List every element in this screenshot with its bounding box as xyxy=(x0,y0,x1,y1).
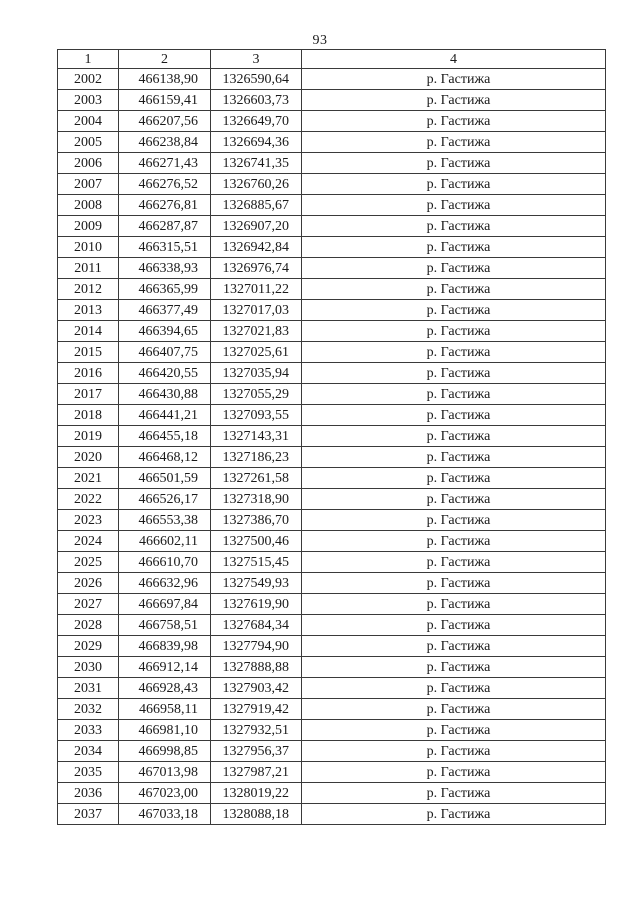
table-row xyxy=(58,69,606,90)
table-row xyxy=(58,153,606,174)
point-number-cell: 2019 xyxy=(58,426,119,447)
table-row xyxy=(58,510,606,531)
y-coordinate-cell: 1327143,31 xyxy=(211,426,302,447)
object-name-cell: р. Гастижа xyxy=(302,258,606,279)
object-name-cell: р. Гастижа xyxy=(302,153,606,174)
y-coordinate-cell: 1326760,26 xyxy=(211,174,302,195)
column-header-1: 1 xyxy=(58,50,119,69)
point-number-cell: 2006 xyxy=(58,153,119,174)
y-coordinate-cell: 1327684,34 xyxy=(211,615,302,636)
x-coordinate-cell: 466632,96 xyxy=(119,573,211,594)
table-header xyxy=(58,50,606,69)
object-name-cell: р. Гастижа xyxy=(302,762,606,783)
object-name-cell: р. Гастижа xyxy=(302,363,606,384)
x-coordinate-cell: 466526,17 xyxy=(119,489,211,510)
table-row xyxy=(58,405,606,426)
y-coordinate-cell: 1327549,93 xyxy=(211,573,302,594)
object-name-cell: р. Гастижа xyxy=(302,615,606,636)
point-number-cell: 2009 xyxy=(58,216,119,237)
table-row xyxy=(58,531,606,552)
x-coordinate-cell: 467023,00 xyxy=(119,783,211,804)
object-name-cell: р. Гастижа xyxy=(302,552,606,573)
column-header-4: 4 xyxy=(302,50,606,69)
x-coordinate-cell: 466501,59 xyxy=(119,468,211,489)
point-number-cell: 2007 xyxy=(58,174,119,195)
x-coordinate-cell: 466420,55 xyxy=(119,363,211,384)
point-number-cell: 2013 xyxy=(58,300,119,321)
y-coordinate-cell: 1327035,94 xyxy=(211,363,302,384)
point-number-cell: 2029 xyxy=(58,636,119,657)
point-number-cell: 2035 xyxy=(58,762,119,783)
y-coordinate-cell: 1327932,51 xyxy=(211,720,302,741)
point-number-cell: 2004 xyxy=(58,111,119,132)
x-coordinate-cell: 466839,98 xyxy=(119,636,211,657)
point-number-cell: 2032 xyxy=(58,699,119,720)
table-row xyxy=(58,657,606,678)
y-coordinate-cell: 1326694,36 xyxy=(211,132,302,153)
x-coordinate-cell: 466455,18 xyxy=(119,426,211,447)
y-coordinate-cell: 1327025,61 xyxy=(211,342,302,363)
object-name-cell: р. Гастижа xyxy=(302,531,606,552)
point-number-cell: 2010 xyxy=(58,237,119,258)
x-coordinate-cell: 466276,52 xyxy=(119,174,211,195)
object-name-cell: р. Гастижа xyxy=(302,90,606,111)
point-number-cell: 2025 xyxy=(58,552,119,573)
point-number-cell: 2016 xyxy=(58,363,119,384)
object-name-cell: р. Гастижа xyxy=(302,594,606,615)
table-row xyxy=(58,489,606,510)
table-row xyxy=(58,279,606,300)
y-coordinate-cell: 1327093,55 xyxy=(211,405,302,426)
object-name-cell: р. Гастижа xyxy=(302,342,606,363)
point-number-cell: 2024 xyxy=(58,531,119,552)
object-name-cell: р. Гастижа xyxy=(302,720,606,741)
x-coordinate-cell: 466377,49 xyxy=(119,300,211,321)
x-coordinate-cell: 466430,88 xyxy=(119,384,211,405)
table-row xyxy=(58,258,606,279)
x-coordinate-cell: 466365,99 xyxy=(119,279,211,300)
x-coordinate-cell: 466441,21 xyxy=(119,405,211,426)
y-coordinate-cell: 1326907,20 xyxy=(211,216,302,237)
x-coordinate-cell: 466238,84 xyxy=(119,132,211,153)
y-coordinate-cell: 1327261,58 xyxy=(211,468,302,489)
y-coordinate-cell: 1326976,74 xyxy=(211,258,302,279)
y-coordinate-cell: 1326741,35 xyxy=(211,153,302,174)
table-row xyxy=(58,216,606,237)
y-coordinate-cell: 1327956,37 xyxy=(211,741,302,762)
x-coordinate-cell: 466928,43 xyxy=(119,678,211,699)
object-name-cell: р. Гастижа xyxy=(302,783,606,804)
object-name-cell: р. Гастижа xyxy=(302,741,606,762)
object-name-cell: р. Гастижа xyxy=(302,447,606,468)
x-coordinate-cell: 466338,93 xyxy=(119,258,211,279)
object-name-cell: р. Гастижа xyxy=(302,510,606,531)
y-coordinate-cell: 1327186,23 xyxy=(211,447,302,468)
point-number-cell: 2020 xyxy=(58,447,119,468)
y-coordinate-cell: 1327515,45 xyxy=(211,552,302,573)
point-number-cell: 2021 xyxy=(58,468,119,489)
y-coordinate-cell: 1327021,83 xyxy=(211,321,302,342)
object-name-cell: р. Гастижа xyxy=(302,321,606,342)
table-row xyxy=(58,300,606,321)
object-name-cell: р. Гастижа xyxy=(302,489,606,510)
point-number-cell: 2012 xyxy=(58,279,119,300)
x-coordinate-cell: 466407,75 xyxy=(119,342,211,363)
header-row xyxy=(58,50,606,69)
table-row xyxy=(58,321,606,342)
point-number-cell: 2003 xyxy=(58,90,119,111)
object-name-cell: р. Гастижа xyxy=(302,132,606,153)
y-coordinate-cell: 1326603,73 xyxy=(211,90,302,111)
point-number-cell: 2033 xyxy=(58,720,119,741)
x-coordinate-cell: 466287,87 xyxy=(119,216,211,237)
table-row xyxy=(58,699,606,720)
y-coordinate-cell: 1327386,70 xyxy=(211,510,302,531)
table-row xyxy=(58,237,606,258)
y-coordinate-cell: 1326649,70 xyxy=(211,111,302,132)
object-name-cell: р. Гастижа xyxy=(302,405,606,426)
point-number-cell: 2036 xyxy=(58,783,119,804)
point-number-cell: 2031 xyxy=(58,678,119,699)
column-header-2: 2 xyxy=(119,50,211,69)
object-name-cell: р. Гастижа xyxy=(302,657,606,678)
point-number-cell: 2034 xyxy=(58,741,119,762)
y-coordinate-cell: 1327500,46 xyxy=(211,531,302,552)
object-name-cell: р. Гастижа xyxy=(302,174,606,195)
x-coordinate-cell: 466610,70 xyxy=(119,552,211,573)
y-coordinate-cell: 1326590,64 xyxy=(211,69,302,90)
y-coordinate-cell: 1327318,90 xyxy=(211,489,302,510)
x-coordinate-cell: 466276,81 xyxy=(119,195,211,216)
y-coordinate-cell: 1327011,22 xyxy=(211,279,302,300)
x-coordinate-cell: 466207,56 xyxy=(119,111,211,132)
x-coordinate-cell: 466394,65 xyxy=(119,321,211,342)
point-number-cell: 2026 xyxy=(58,573,119,594)
table-row xyxy=(58,762,606,783)
point-number-cell: 2027 xyxy=(58,594,119,615)
table-row xyxy=(58,426,606,447)
table-row xyxy=(58,90,606,111)
point-number-cell: 2005 xyxy=(58,132,119,153)
table-row xyxy=(58,804,606,825)
object-name-cell: р. Гастижа xyxy=(302,384,606,405)
point-number-cell: 2011 xyxy=(58,258,119,279)
table-row xyxy=(58,132,606,153)
table-row xyxy=(58,384,606,405)
table-row xyxy=(58,741,606,762)
y-coordinate-cell: 1327619,90 xyxy=(211,594,302,615)
table-row xyxy=(58,573,606,594)
table-row xyxy=(58,342,606,363)
x-coordinate-cell: 466138,90 xyxy=(119,69,211,90)
object-name-cell: р. Гастижа xyxy=(302,636,606,657)
x-coordinate-cell: 466981,10 xyxy=(119,720,211,741)
y-coordinate-cell: 1326942,84 xyxy=(211,237,302,258)
object-name-cell: р. Гастижа xyxy=(302,573,606,594)
x-coordinate-cell: 466958,11 xyxy=(119,699,211,720)
x-coordinate-cell: 466602,11 xyxy=(119,531,211,552)
table-row xyxy=(58,678,606,699)
table-row xyxy=(58,720,606,741)
x-coordinate-cell: 466758,51 xyxy=(119,615,211,636)
table-row xyxy=(58,783,606,804)
object-name-cell: р. Гастижа xyxy=(302,237,606,258)
point-number-cell: 2015 xyxy=(58,342,119,363)
y-coordinate-cell: 1326885,67 xyxy=(211,195,302,216)
y-coordinate-cell: 1328019,22 xyxy=(211,783,302,804)
object-name-cell: р. Гастижа xyxy=(302,195,606,216)
table-row xyxy=(58,615,606,636)
y-coordinate-cell: 1327794,90 xyxy=(211,636,302,657)
page-number: 93 xyxy=(312,33,328,48)
object-name-cell: р. Гастижа xyxy=(302,69,606,90)
object-name-cell: р. Гастижа xyxy=(302,111,606,132)
table-row xyxy=(58,447,606,468)
table-row xyxy=(58,552,606,573)
point-number-cell: 2017 xyxy=(58,384,119,405)
point-number-cell: 2008 xyxy=(58,195,119,216)
table-row xyxy=(58,363,606,384)
table-row xyxy=(58,468,606,489)
point-number-cell: 2002 xyxy=(58,69,119,90)
x-coordinate-cell: 466468,12 xyxy=(119,447,211,468)
point-number-cell: 2018 xyxy=(58,405,119,426)
x-coordinate-cell: 466912,14 xyxy=(119,657,211,678)
y-coordinate-cell: 1327987,21 xyxy=(211,762,302,783)
y-coordinate-cell: 1328088,18 xyxy=(211,804,302,825)
x-coordinate-cell: 466697,84 xyxy=(119,594,211,615)
point-number-cell: 2023 xyxy=(58,510,119,531)
object-name-cell: р. Гастижа xyxy=(302,804,606,825)
x-coordinate-cell: 466553,38 xyxy=(119,510,211,531)
object-name-cell: р. Гастижа xyxy=(302,699,606,720)
coordinates-table xyxy=(57,49,606,825)
x-coordinate-cell: 467013,98 xyxy=(119,762,211,783)
point-number-cell: 2030 xyxy=(58,657,119,678)
table-row xyxy=(58,195,606,216)
x-coordinate-cell: 466271,43 xyxy=(119,153,211,174)
table-row xyxy=(58,594,606,615)
object-name-cell: р. Гастижа xyxy=(302,216,606,237)
x-coordinate-cell: 466159,41 xyxy=(119,90,211,111)
object-name-cell: р. Гастижа xyxy=(302,300,606,321)
y-coordinate-cell: 1327919,42 xyxy=(211,699,302,720)
x-coordinate-cell: 466998,85 xyxy=(119,741,211,762)
point-number-cell: 2037 xyxy=(58,804,119,825)
y-coordinate-cell: 1327903,42 xyxy=(211,678,302,699)
object-name-cell: р. Гастижа xyxy=(302,468,606,489)
x-coordinate-cell: 466315,51 xyxy=(119,237,211,258)
object-name-cell: р. Гастижа xyxy=(302,279,606,300)
table-row xyxy=(58,636,606,657)
table-row xyxy=(58,111,606,132)
table-row xyxy=(58,174,606,195)
object-name-cell: р. Гастижа xyxy=(302,678,606,699)
y-coordinate-cell: 1327055,29 xyxy=(211,384,302,405)
x-coordinate-cell: 467033,18 xyxy=(119,804,211,825)
column-header-3: 3 xyxy=(211,50,302,69)
y-coordinate-cell: 1327017,03 xyxy=(211,300,302,321)
point-number-cell: 2028 xyxy=(58,615,119,636)
point-number-cell: 2014 xyxy=(58,321,119,342)
object-name-cell: р. Гастижа xyxy=(302,426,606,447)
point-number-cell: 2022 xyxy=(58,489,119,510)
table-body xyxy=(58,69,606,825)
y-coordinate-cell: 1327888,88 xyxy=(211,657,302,678)
